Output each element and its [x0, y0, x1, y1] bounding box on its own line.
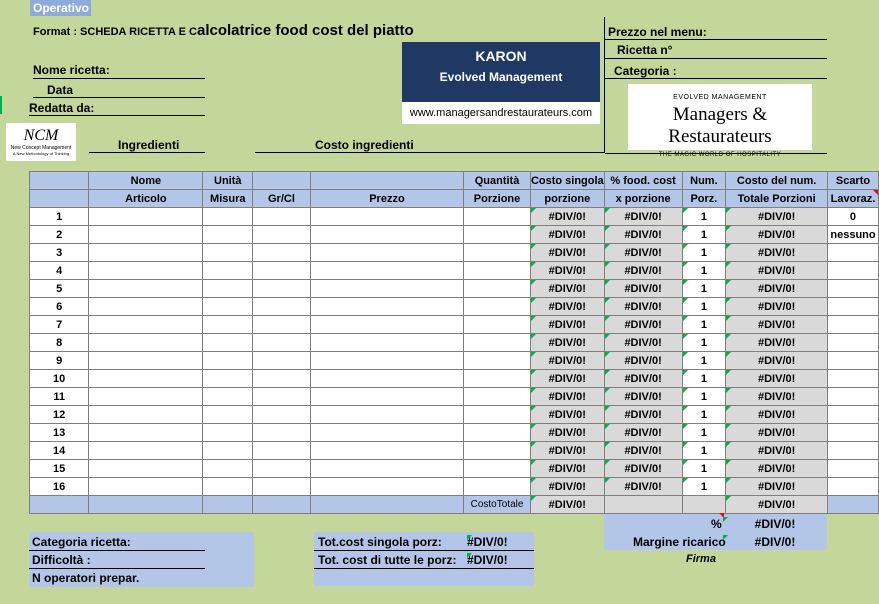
table-cell[interactable] [310, 388, 463, 406]
title-main: alcolatrice food cost del piatto [197, 22, 414, 39]
tot-singola-value[interactable]: #DIV/0! [467, 535, 534, 549]
table-cell[interactable]: #DIV/0! [604, 280, 682, 298]
table-cell[interactable] [310, 226, 463, 244]
table-cell[interactable]: 1 [682, 334, 726, 352]
table-cell[interactable]: 1 [682, 460, 726, 478]
table-cell[interactable] [827, 334, 878, 352]
column-header: Porzione [464, 190, 531, 208]
table-cell[interactable] [253, 406, 311, 424]
redatta-da-line [29, 115, 205, 116]
table-cell[interactable] [604, 496, 682, 514]
percent-value[interactable]: #DIV/0! [723, 517, 827, 531]
table-cell[interactable] [89, 352, 203, 370]
table-cell[interactable] [464, 226, 531, 244]
table-cell[interactable]: 9 [30, 352, 89, 370]
table-cell[interactable] [203, 424, 253, 442]
table-cell[interactable]: #DIV/0! [530, 316, 604, 334]
table-cell[interactable]: 1 [682, 298, 726, 316]
table-row [30, 406, 879, 424]
n-operatori-label: N operatori prepar. [32, 571, 140, 585]
table-cell[interactable] [253, 298, 311, 316]
table-cell[interactable] [464, 280, 531, 298]
table-cell[interactable] [203, 280, 253, 298]
table-cell[interactable] [827, 244, 878, 262]
table-cell[interactable]: #DIV/0! [530, 244, 604, 262]
mr-logo-main: Managers & Restaurateurs [668, 104, 772, 147]
table-cell[interactable] [203, 262, 253, 280]
table-cell[interactable]: #DIV/0! [604, 460, 682, 478]
table-cell[interactable]: #DIV/0! [530, 280, 604, 298]
column-header [253, 172, 311, 190]
percent-label: % [711, 517, 722, 531]
table-cell[interactable] [310, 262, 463, 280]
table-cell[interactable] [310, 316, 463, 334]
table-cell[interactable] [89, 388, 203, 406]
table-cell[interactable]: 15 [30, 460, 89, 478]
table-cell[interactable] [464, 424, 531, 442]
table-cell[interactable]: 1 [682, 280, 726, 298]
table-header-row [30, 190, 879, 208]
categoria-line [605, 78, 827, 79]
table-cell[interactable]: 3 [30, 244, 89, 262]
table-cell[interactable]: 1 [682, 388, 726, 406]
categoria-ricetta-label: Categoria ricetta: [32, 535, 131, 549]
table-row [30, 460, 879, 478]
table-cell[interactable] [827, 298, 878, 316]
mr-logo-top: EVOLVED MANAGEMENT [673, 94, 767, 101]
table-header-row [30, 172, 879, 190]
table-cell[interactable]: #DIV/0! [726, 460, 828, 478]
column-header: Num. [682, 172, 726, 190]
table-cell[interactable]: #DIV/0! [604, 316, 682, 334]
table-cell[interactable]: #DIV/0! [726, 244, 828, 262]
table-cell[interactable]: #DIV/0! [726, 370, 828, 388]
table-cell[interactable]: #DIV/0! [726, 442, 828, 460]
table-cell[interactable] [310, 298, 463, 316]
table-cell[interactable]: #DIV/0! [530, 460, 604, 478]
table-cell[interactable] [89, 496, 203, 514]
table-cell[interactable]: #DIV/0! [604, 442, 682, 460]
karon-title: KARON [475, 48, 527, 64]
table-cell[interactable]: 1 [682, 244, 726, 262]
table-cell[interactable] [30, 496, 89, 514]
table-cell[interactable]: 1 [682, 370, 726, 388]
table-cell[interactable]: #DIV/0! [604, 424, 682, 442]
firma-label: Firma [686, 553, 716, 565]
header-divider [604, 17, 605, 153]
mr-logo-bottom: THE MAGIC WORLD OF HOSPITALITY [658, 152, 782, 158]
table-cell[interactable] [203, 226, 253, 244]
table-cell[interactable]: #DIV/0! [726, 262, 828, 280]
column-header: porzione [530, 190, 604, 208]
logo-line [605, 153, 827, 154]
ncm-logo-main: NCM [23, 127, 59, 144]
table-cell[interactable] [89, 244, 203, 262]
table-cell[interactable] [464, 460, 531, 478]
difficolta-line [29, 568, 205, 569]
table-cell[interactable]: #DIV/0! [604, 226, 682, 244]
table-cell[interactable] [203, 298, 253, 316]
table-row [30, 424, 879, 442]
column-header: x porzione [604, 190, 682, 208]
table-row [30, 442, 879, 460]
ingredienti-label: Ingredienti [118, 138, 180, 152]
table-cell[interactable] [827, 388, 878, 406]
table-cell[interactable] [253, 334, 311, 352]
table-cell[interactable]: #DIV/0! [530, 352, 604, 370]
table-cell[interactable] [253, 496, 311, 514]
table-cell[interactable] [310, 370, 463, 388]
table-cell[interactable]: 1 [30, 208, 89, 226]
table-row [30, 334, 879, 352]
column-header: Misura [203, 190, 253, 208]
table-cell[interactable] [89, 406, 203, 424]
table-cell[interactable] [827, 496, 878, 514]
table-cell[interactable] [253, 208, 311, 226]
table-cell[interactable]: #DIV/0! [726, 298, 828, 316]
table-cell[interactable]: #DIV/0! [604, 388, 682, 406]
page-title [33, 22, 414, 39]
redatta-da-label: Redatta da: [29, 101, 95, 115]
table-cell[interactable] [203, 478, 253, 496]
table-row [30, 388, 879, 406]
table-cell[interactable] [827, 424, 878, 442]
table-row [30, 244, 879, 262]
column-header: Lavoraz. [827, 190, 878, 208]
table-row [30, 208, 879, 226]
table-cell[interactable]: 0 [827, 208, 878, 226]
table-cell[interactable] [827, 460, 878, 478]
column-header: Costo del num. [726, 172, 828, 190]
table-cell[interactable] [89, 226, 203, 244]
column-header [30, 190, 89, 208]
table-cell[interactable]: #DIV/0! [726, 280, 828, 298]
table-cell[interactable] [89, 316, 203, 334]
costo-totale-value[interactable]: #DIV/0! [530, 496, 604, 514]
recipe-table [29, 171, 879, 514]
ricetta-n-line [605, 58, 827, 59]
table-cell[interactable] [310, 280, 463, 298]
table-row [30, 298, 879, 316]
table-cell[interactable] [253, 424, 311, 442]
table-row [30, 226, 879, 244]
table-cell[interactable]: #DIV/0! [530, 334, 604, 352]
column-header: Prezzo [310, 190, 463, 208]
column-header: Gr/Cl [253, 190, 311, 208]
table-cell[interactable] [89, 370, 203, 388]
table-cell[interactable]: #DIV/0! [726, 208, 828, 226]
table-cell[interactable]: #DIV/0! [530, 298, 604, 316]
table-cell[interactable]: #DIV/0! [604, 244, 682, 262]
table-cell[interactable]: #DIV/0! [530, 442, 604, 460]
table-cell[interactable]: #DIV/0! [604, 298, 682, 316]
tot-singola-line [314, 550, 534, 551]
title-prefix: Format : SCHEDA RICETTA E C [33, 26, 197, 38]
table-cell[interactable] [253, 262, 311, 280]
table-cell[interactable] [203, 244, 253, 262]
table-cell[interactable] [310, 406, 463, 424]
table-cell[interactable] [253, 352, 311, 370]
table-cell[interactable] [203, 442, 253, 460]
table-cell[interactable] [253, 226, 311, 244]
table-cell[interactable] [253, 460, 311, 478]
table-cell[interactable] [827, 406, 878, 424]
table-cell[interactable] [464, 208, 531, 226]
column-header: % food. cost [604, 172, 682, 190]
table-cell[interactable] [253, 478, 311, 496]
table-cell[interactable]: #DIV/0! [604, 352, 682, 370]
table-cell[interactable]: #DIV/0! [604, 208, 682, 226]
table-cell[interactable] [203, 352, 253, 370]
table-cell[interactable]: 7 [30, 316, 89, 334]
costo-totale-label[interactable]: CostoTotale [464, 496, 531, 514]
managers-restaurateurs-logo [628, 84, 812, 158]
table-cell[interactable] [310, 244, 463, 262]
table-cell[interactable]: #DIV/0! [530, 478, 604, 496]
table-cell[interactable] [310, 334, 463, 352]
table-cell[interactable]: #DIV/0! [726, 352, 828, 370]
totale-porzioni-value[interactable]: #DIV/0! [726, 496, 828, 514]
table-cell[interactable]: 5 [30, 280, 89, 298]
table-cell[interactable] [203, 334, 253, 352]
table-cell[interactable]: #DIV/0! [530, 226, 604, 244]
table-cell[interactable] [253, 388, 311, 406]
margine-label: Margine ricarico [633, 535, 726, 549]
table-cell[interactable] [89, 478, 203, 496]
table-cell[interactable] [203, 496, 253, 514]
table-cell[interactable] [464, 298, 531, 316]
ncm-logo-sub1: New Concept Management [10, 145, 72, 151]
table-cell[interactable] [464, 442, 531, 460]
tot-singola-label: Tot.cost singola porz: [318, 535, 442, 549]
sheet-tab-operativo[interactable]: Operativo [30, 0, 91, 16]
table-cell[interactable]: 1 [682, 478, 726, 496]
table-cell[interactable]: #DIV/0! [530, 406, 604, 424]
table-cell[interactable] [464, 406, 531, 424]
table-cell[interactable]: #DIV/0! [726, 478, 828, 496]
column-header: Scarto [827, 172, 878, 190]
table-cell[interactable] [464, 244, 531, 262]
table-cell[interactable]: 1 [682, 352, 726, 370]
table-cell[interactable]: #DIV/0! [604, 262, 682, 280]
nome-ricetta-line [33, 78, 205, 79]
table-cell[interactable] [827, 370, 878, 388]
table-cell[interactable] [464, 478, 531, 496]
table-cell[interactable]: #DIV/0! [604, 370, 682, 388]
nome-ricetta-label: Nome ricetta: [33, 63, 110, 77]
table-cell[interactable]: #DIV/0! [604, 334, 682, 352]
column-header: Nome [89, 172, 203, 190]
table-cell[interactable] [203, 370, 253, 388]
table-cell[interactable] [89, 334, 203, 352]
table-cell[interactable] [682, 496, 726, 514]
table-cell[interactable]: 1 [682, 226, 726, 244]
table-cell[interactable] [89, 424, 203, 442]
table-cell[interactable] [89, 442, 203, 460]
table-cell[interactable] [253, 370, 311, 388]
table-cell[interactable] [89, 460, 203, 478]
table-cell[interactable]: #DIV/0! [726, 424, 828, 442]
table-row [30, 478, 879, 496]
table-cell[interactable] [827, 442, 878, 460]
table-cell[interactable]: 4 [30, 262, 89, 280]
table-cell[interactable] [827, 352, 878, 370]
table-cell[interactable]: 11 [30, 388, 89, 406]
table-cell[interactable] [310, 496, 463, 514]
karon-logo [402, 42, 600, 102]
table-cell[interactable]: #DIV/0! [530, 262, 604, 280]
table-cell[interactable]: 1 [682, 442, 726, 460]
ncm-logo [6, 123, 76, 161]
table-cell[interactable] [89, 280, 203, 298]
column-header: Costo singola [530, 172, 604, 190]
table-cell[interactable] [253, 280, 311, 298]
table-cell[interactable] [203, 406, 253, 424]
table-cell[interactable]: #DIV/0! [726, 406, 828, 424]
table-cell[interactable]: #DIV/0! [530, 388, 604, 406]
table-cell[interactable]: #DIV/0! [530, 208, 604, 226]
ricetta-n-label: Ricetta n° [617, 43, 673, 57]
table-cell[interactable] [89, 208, 203, 226]
column-header: Totale Porzioni [726, 190, 828, 208]
table-cell[interactable] [310, 478, 463, 496]
table-cell[interactable] [203, 460, 253, 478]
table-cell[interactable]: #DIV/0! [726, 388, 828, 406]
table-cell[interactable] [203, 388, 253, 406]
karon-subtitle: Evolved Management [439, 70, 563, 84]
table-cell[interactable] [464, 334, 531, 352]
table-cell[interactable]: nessuno [827, 226, 878, 244]
table-cell[interactable] [89, 298, 203, 316]
table-cell[interactable]: 13 [30, 424, 89, 442]
table-cell[interactable] [310, 208, 463, 226]
table-row [30, 370, 879, 388]
table-cell[interactable] [464, 352, 531, 370]
categoria-ricetta-line [29, 550, 205, 551]
table-cell[interactable] [827, 280, 878, 298]
costo-ingredienti-line [255, 152, 605, 153]
data-label: Data [47, 83, 74, 97]
table-cell[interactable]: 1 [682, 208, 726, 226]
data-line [33, 97, 205, 98]
table-cell[interactable]: 1 [682, 406, 726, 424]
karon-url: www.managersandrestaurateurs.com [402, 102, 600, 124]
difficolta-label: Difficoltà : [32, 553, 91, 567]
table-cell[interactable] [253, 244, 311, 262]
table-row [30, 262, 879, 280]
table-cell[interactable] [464, 262, 531, 280]
table-cell[interactable]: 10 [30, 370, 89, 388]
table-cell[interactable] [310, 460, 463, 478]
table-cell[interactable]: 1 [682, 262, 726, 280]
table-cell[interactable] [203, 316, 253, 334]
table-row [30, 316, 879, 334]
tot-tutte-label: Tot. cost di tutte le porz: [318, 553, 457, 567]
table-cell[interactable] [310, 442, 463, 460]
table-cell[interactable] [253, 316, 311, 334]
table-cell[interactable]: #DIV/0! [726, 334, 828, 352]
table-cell[interactable]: #DIV/0! [604, 478, 682, 496]
column-header: Unità [203, 172, 253, 190]
table-cell[interactable] [310, 352, 463, 370]
table-cell[interactable] [827, 478, 878, 496]
prezzo-menu-label: Prezzo nel menu: [608, 25, 707, 39]
table-cell[interactable] [827, 316, 878, 334]
table-cell[interactable] [89, 262, 203, 280]
margine-value[interactable]: #DIV/0! [723, 535, 827, 549]
table-cell[interactable]: #DIV/0! [726, 316, 828, 334]
table-cell[interactable] [464, 388, 531, 406]
column-header [310, 172, 463, 190]
table-total-row [30, 496, 879, 514]
table-cell[interactable]: #DIV/0! [604, 406, 682, 424]
column-header: Quantità [464, 172, 531, 190]
column-header: Porz. [682, 190, 726, 208]
categoria-label: Categoria : [614, 64, 677, 78]
table-cell[interactable]: 14 [30, 442, 89, 460]
table-cell[interactable]: 6 [30, 298, 89, 316]
table-cell[interactable] [464, 370, 531, 388]
table-cell[interactable] [310, 424, 463, 442]
table-row [30, 280, 879, 298]
table-cell[interactable]: 2 [30, 226, 89, 244]
table-cell[interactable]: #DIV/0! [530, 370, 604, 388]
ncm-logo-sub2: A New Methodology of Thinking [12, 151, 70, 156]
table-cell[interactable]: 16 [30, 478, 89, 496]
tot-tutte-line [314, 568, 534, 569]
column-header [30, 172, 89, 190]
prezzo-menu-line [605, 39, 827, 40]
ingredienti-line [89, 152, 205, 153]
table-cell[interactable] [464, 316, 531, 334]
row-marker [0, 96, 2, 114]
table-cell[interactable] [253, 442, 311, 460]
column-header: Articolo [89, 190, 203, 208]
costo-ingredienti-label: Costo ingredienti [315, 138, 414, 152]
table-cell[interactable]: 1 [682, 316, 726, 334]
tot-tutte-value[interactable]: #DIV/0! [467, 553, 534, 567]
table-cell[interactable]: 1 [682, 424, 726, 442]
table-cell[interactable]: 8 [30, 334, 89, 352]
table-cell[interactable]: #DIV/0! [530, 424, 604, 442]
table-cell[interactable]: #DIV/0! [726, 226, 828, 244]
table-cell[interactable] [827, 262, 878, 280]
table-cell[interactable]: 12 [30, 406, 89, 424]
table-row [30, 352, 879, 370]
table-cell[interactable] [203, 208, 253, 226]
